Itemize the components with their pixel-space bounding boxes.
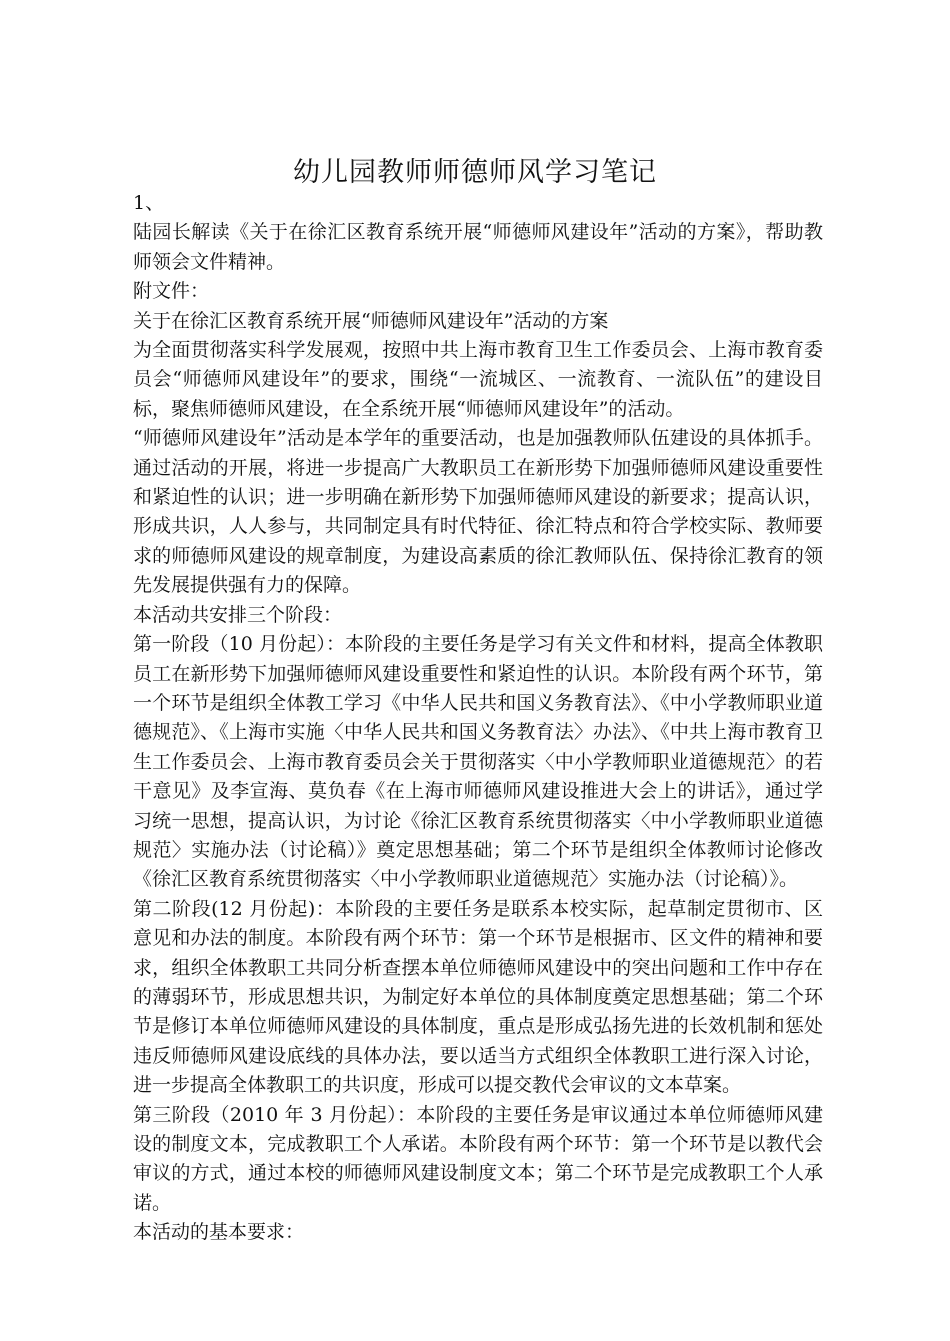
paragraph-stages-intro: 本活动共安排三个阶段： xyxy=(133,603,343,626)
paragraph-requirements-heading: 本活动的基本要求： xyxy=(133,1221,305,1244)
paragraph-stage-one: 第一阶段（10 月份起）：本阶段的主要任务是学习有关文件和材料，提高全体教职员工在新形势下加强师德师风建设重要性和紧迫性的认识。本阶段有两个环节，第一个环节是组织全体教工学习《中华人民共和国义务教育法》、《中小学教师职业道德规范》、《上海市实施〈中华人民共和国义务教育法〉办法》、《中共上海市教育卫生工作委员会、上海市教育委员会关于贯彻落实〈中小学教师职业道德规范〉的若干意见》及李宣海、莫负春《在上海市师德师风建设推进大会上的讲话》，通过学习统一思想，提高认识，为讨论《徐汇区教育系统贯彻落实〈中小学教师职业道德规范〉实施办法（讨论稿）》奠定思想基础；第二个环节是组织全体教师讨论修改《徐汇区教育系统贯彻落实〈中小学教师职业道德规范〉实施办法（讨论稿）》。 xyxy=(133,633,823,891)
paragraph-intro: 陆园长解读《关于在徐汇区教育系统开展“师德师风建设年”活动的方案》，帮助教师领会文件精神。 xyxy=(133,221,823,273)
document-title: 幼儿园教师师德师风学习笔记 xyxy=(293,157,657,189)
paragraph-stage-three: 第三阶段（2010 年 3 月份起）：本阶段的主要任务是审议通过本单位师德师风建设的制度文本，完成教职工个人承诺。本阶段有两个环节：第一个环节是以教代会审议的方式，通过本校的师德师风建设制度文本；第二个环节是完成教职工个人承诺。 xyxy=(133,1103,823,1214)
paragraph-purpose: 为全面贯彻落实科学发展观，按照中共上海市教育卫生工作委员会、上海市教育委员会“师德师风建设年”的要求，围绕“一流城区、一流教育、一流队伍”的建设目标，聚焦师德师风建设，在全系统开展“师德师风建设年”的活动。 xyxy=(133,339,823,420)
paragraph-index-marker: 1、 xyxy=(133,192,165,214)
paragraph-attachment-label: 附文件： xyxy=(133,280,210,303)
paragraph-attachment-title: 关于在徐汇区教育系统开展“师德师风建设年”活动的方案 xyxy=(133,309,609,332)
paragraph-stage-two: 第二阶段(12 月份起)：本阶段的主要任务是联系本校实际，起草制定贯彻市、区意见和办法的制度。本阶段有两个环节：第一个环节是根据市、区文件的精神和要求，组织全体教职工共同分析查摆本单位师德师风建设中的突出问题和工作中存在的薄弱环节，形成思想共识，为制定好本单位的具体制度奠定思想基础；第二个环节是修订本单位师德师风建设的具体制度，重点是形成弘扬先进的长效机制和惩处违反师德师风建设底线的具体办法，要以适当方式组织全体教职工进行深入讨论，进一步提高全体教职工的共识度，形成可以提交教代会审议的文本草案。 xyxy=(133,897,823,1097)
document-body xyxy=(133,189,823,1248)
paragraph-significance: “师德师风建设年”活动是本学年的重要活动，也是加强教师队伍建设的具体抓手。通过活动的开展，将进一步提高广大教职员工在新形势下加强师德师风建设重要性和紧迫性的认识；进一步明确在新形势下加强师德师风建设的新要求；提高认识，形成共识，人人参与，共同制定具有时代特征、徐汇特点和符合学校实际、教师要求的师德师风建设的规章制度，为建设高素质的徐汇教师队伍、保持徐汇教育的领先发展提供强有力的保障。 xyxy=(133,427,823,597)
